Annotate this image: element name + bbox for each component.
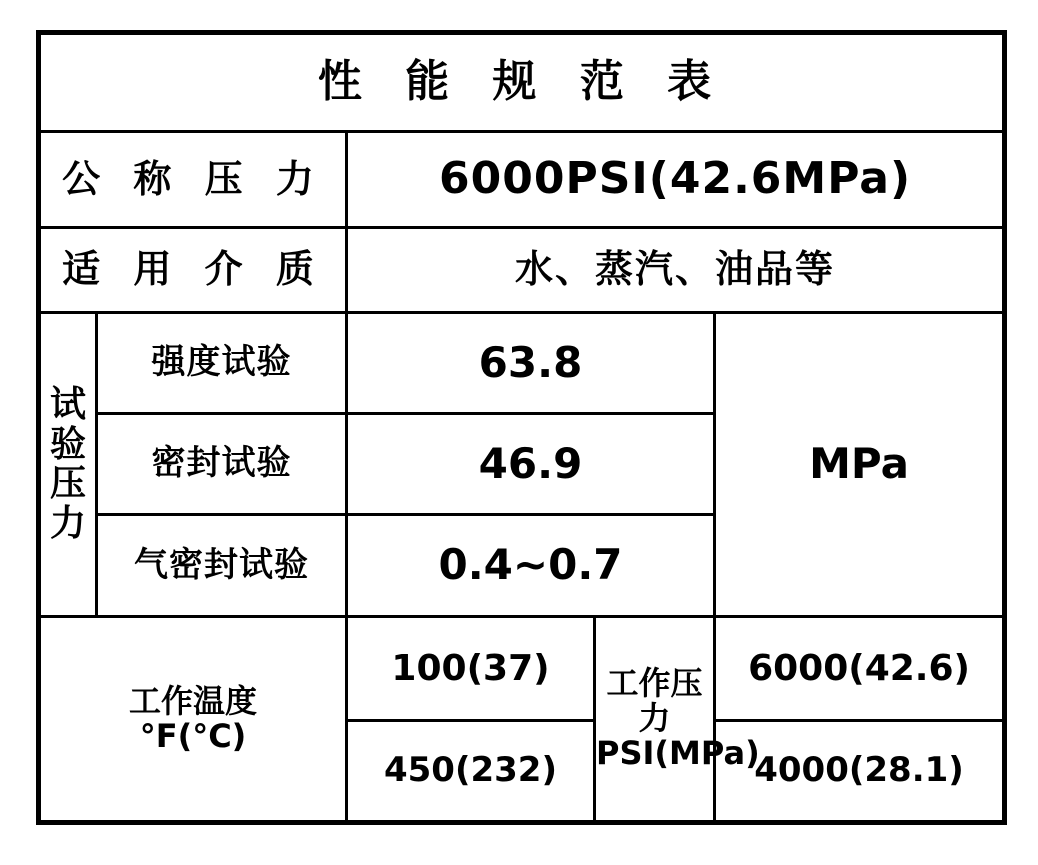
table-row-applicable-medium: [39, 228, 1005, 312]
performance-spec-table: [36, 30, 1007, 825]
air-seal-test-label: 气密封试验: [97, 515, 347, 616]
seal-test-label: 密封试验: [97, 414, 347, 515]
working-temperature-label: [39, 616, 347, 822]
nominal-pressure-label: 公 称 压 力: [39, 131, 347, 228]
applicable-medium-label: 适 用 介 质: [39, 228, 347, 312]
test-pressure-unit: MPa: [715, 312, 1005, 616]
applicable-medium-value: 水、蒸汽、油品等: [347, 228, 1005, 312]
air-seal-test-value: 0.4~0.7: [347, 515, 715, 616]
table-row-title: [39, 33, 1005, 132]
working-pressure-value-1: 6000(42.6): [715, 616, 1005, 721]
working-temperature-value-2: 450(232): [347, 721, 595, 823]
working-pressure-label-line-2: PSI(MPa): [596, 734, 760, 773]
table-row-working-conditions-1: [39, 616, 1005, 721]
nominal-pressure-value: 6000PSI(42.6MPa): [347, 131, 1005, 228]
strength-test-value: 63.8: [347, 312, 715, 413]
table-title: 性 能 规 范 表: [39, 33, 1005, 132]
working-temperature-label-line-2: °F(°C): [139, 716, 247, 755]
table-row-nominal-pressure: [39, 131, 1005, 228]
strength-test-label: 强度试验: [97, 312, 347, 413]
test-pressure-label: [39, 312, 97, 616]
working-temperature-label-line-1: 工作温度: [128, 681, 257, 720]
test-pressure-label-char-3: 压: [49, 463, 86, 505]
seal-test-value: 46.9: [347, 414, 715, 515]
test-pressure-label-char-4: 力: [49, 502, 86, 544]
working-pressure-label-line-1: 工作压力: [606, 664, 703, 738]
test-pressure-label-char-1: 试: [49, 384, 86, 425]
test-pressure-label-char-2: 验: [49, 423, 86, 465]
working-pressure-label: [595, 616, 760, 822]
working-pressure-value-2: 4000(28.1): [715, 721, 1005, 823]
table-row-strength-test: [39, 312, 1005, 413]
working-temperature-value-1: 100(37): [347, 616, 595, 721]
